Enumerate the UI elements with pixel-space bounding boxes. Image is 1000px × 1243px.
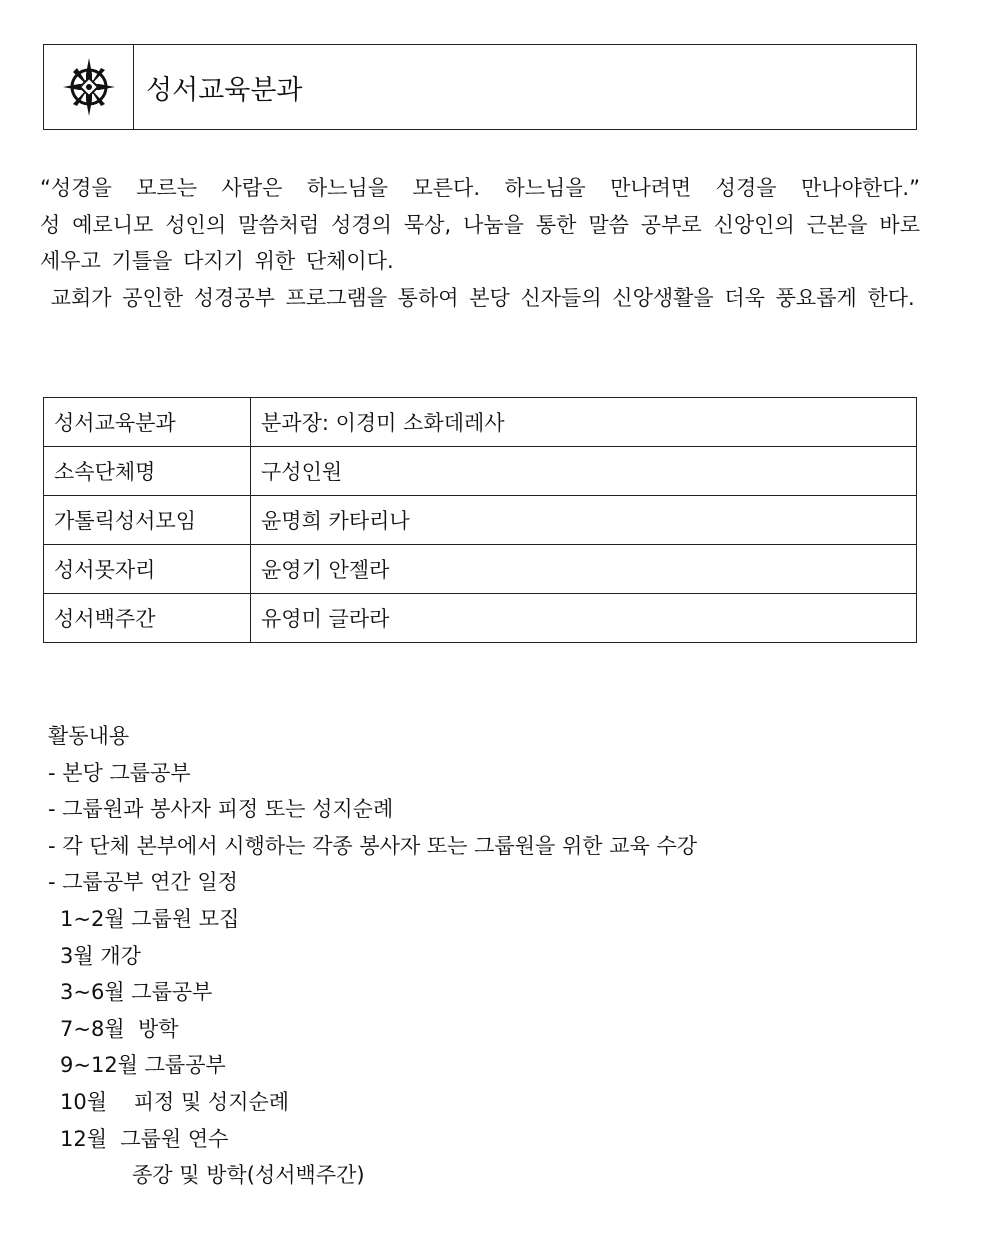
schedule-item: 3~6월 그룹공부 xyxy=(60,980,213,1005)
table-cell: 구성인원 xyxy=(251,447,917,496)
schedule-item: 12월 그룹원 연수 xyxy=(60,1126,229,1151)
list-item: - 그룹공부 연간 일정 xyxy=(48,870,238,895)
cross-emblem-icon xyxy=(61,56,117,118)
table-row xyxy=(44,594,917,643)
list-item: - 각 단체 본부에서 시행하는 각종 봉사자 또는 그룹원을 위한 교육 수강 xyxy=(48,833,698,858)
table-row xyxy=(44,398,917,447)
table-cell: 가톨릭성서모임 xyxy=(44,496,251,545)
intro-section xyxy=(40,170,920,316)
table-cell: 성서백주간 xyxy=(44,594,251,643)
schedule-item: 10월 피정 및 성지순례 xyxy=(60,1089,290,1114)
intro-quote: “성경을 모르는 사람은 하느님을 모른다. 하느님을 만나려면 성경을 만나야한다.” xyxy=(40,176,920,200)
table-row xyxy=(44,545,917,594)
table-cell: 윤명희 카타리나 xyxy=(251,496,917,545)
intro-paragraph-1: 성 예로니모 성인의 말씀처럼 성경의 묵상, 나눔을 통한 말씀 공부로 신앙인의 근본을 바로 세우고 기틀을 다지기 위한 단체이다. xyxy=(40,212,920,273)
table-cell: 유영미 글라라 xyxy=(251,594,917,643)
table-row xyxy=(44,496,917,545)
logo-cell xyxy=(44,45,134,129)
schedule-item: 1~2월 그룹원 모집 xyxy=(60,906,240,931)
table-cell: 성서교육분과 xyxy=(44,398,251,447)
group-table xyxy=(43,397,917,643)
schedule-item: 종강 및 방학(성서백주간) xyxy=(132,1163,365,1188)
list-item: - 본당 그룹공부 xyxy=(48,760,191,785)
table-cell: 윤영기 안젤라 xyxy=(251,545,917,594)
page-title: 성서교육분과 xyxy=(146,74,303,106)
schedule-item: 7~8월 방학 xyxy=(60,1016,179,1041)
table-cell: 분과장: 이경미 소화데레사 xyxy=(251,398,917,447)
header-box xyxy=(43,44,917,130)
activities-section xyxy=(48,718,697,1194)
list-item: - 그룹원과 봉사자 피정 또는 성지순례 xyxy=(48,797,394,822)
activities-title: 활동내용 xyxy=(48,724,130,748)
schedule-item: 3월 개강 xyxy=(60,943,141,968)
table-cell: 성서못자리 xyxy=(44,545,251,594)
table-cell: 소속단체명 xyxy=(44,447,251,496)
intro-paragraph-2: 교회가 공인한 성경공부 프로그램을 통하여 본당 신자들의 신앙생활을 더욱 풍요롭게 한다. xyxy=(40,285,915,310)
schedule-item: 9~12월 그룹공부 xyxy=(60,1053,226,1078)
table-row xyxy=(44,447,917,496)
